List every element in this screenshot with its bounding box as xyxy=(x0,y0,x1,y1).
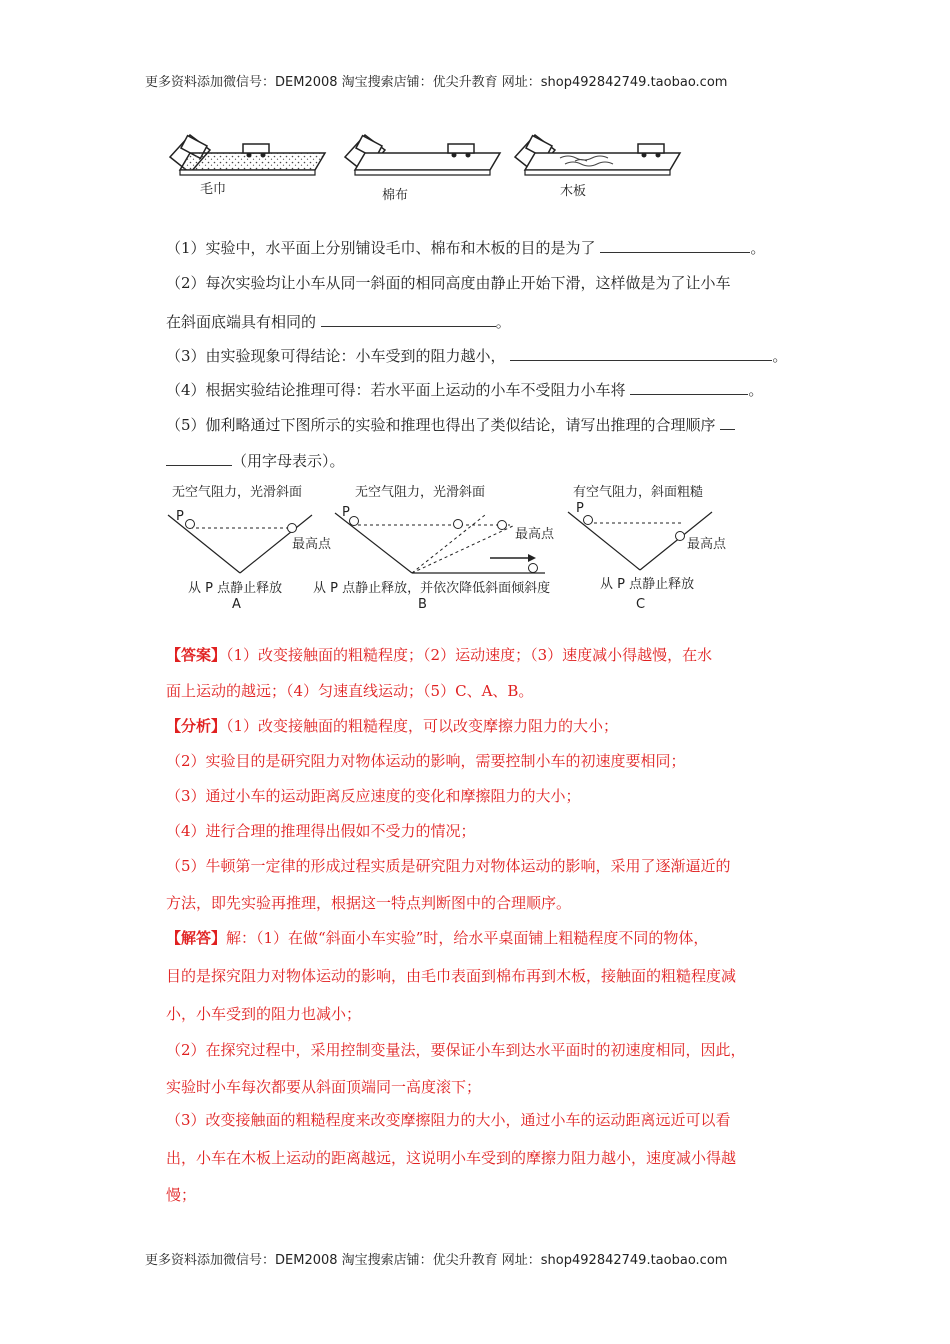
solution-line-8: 慢； xyxy=(166,1186,197,1204)
diagram-a-title: 无空气阻力，光滑斜面 xyxy=(172,485,303,500)
setup-wood xyxy=(515,135,680,175)
question-3: （3）由实验现象可得结论：小车受到的阻力越小， 。 xyxy=(166,347,788,365)
solution-line-4: （2）在探究过程中，采用控制变量法，要保证小车到达水平面时的初速度相同，因此， xyxy=(166,1041,746,1059)
question-1: （1）实验中，水平面上分别铺设毛巾、棉布和木板的目的是为了 。 xyxy=(166,239,766,257)
answer-blank-4 xyxy=(630,380,748,395)
diagram-a-letter: A xyxy=(232,597,241,612)
answer-line-2: 面上运动的越远；（4）匀速直线运动；（5）C、A、B。 xyxy=(166,682,534,700)
diagram-a-caption: 从 P 点静止释放 xyxy=(188,581,283,596)
diagram-c xyxy=(568,484,727,612)
analysis-line-4: （4）进行合理的推理得出假如不受力的情况； xyxy=(166,822,476,840)
diagram-b-p: P xyxy=(342,505,350,520)
diagram-c-caption: 从 P 点静止释放 xyxy=(600,577,695,592)
page-header: 更多资料添加微信号：DEM2008 淘宝搜索店铺：优尖升教育 网址：shop492842749.taobao.com xyxy=(145,75,728,90)
experiment-figure-surfaces xyxy=(165,125,690,205)
question-2-line-1: （2）每次实验均让小车从同一斜面的相同高度由静止开始下滑，这样做是为了让小车 xyxy=(166,274,731,292)
question-5-line-2: （用字母表示）。 xyxy=(166,451,816,471)
diagram-c-p: P xyxy=(576,501,584,516)
solution-line-7: 出，小车在木板上运动的距离越远，这说明小车受到的摩擦力阻力越小，速度减小得越 xyxy=(166,1149,737,1167)
solution-line-1: 【解答】解：（1）在做“斜面小车实验”时，给水平桌面铺上粗糙程度不同的物体， xyxy=(166,929,709,947)
answer-blank-3 xyxy=(510,346,772,361)
answer-blank-1 xyxy=(600,238,750,253)
answer-line-1: 【答案】（1）改变接触面的粗糙程度；（2）运动速度；（3）速度减小得越慢，在水 xyxy=(166,646,713,664)
answer-tag: 【答案】 xyxy=(166,646,227,664)
analysis-line-1: 【分析】（1）改变接触面的粗糙程度，可以改变摩擦力阻力的大小； xyxy=(166,717,619,735)
answer-blank-5a xyxy=(720,415,735,430)
diagram-b xyxy=(313,484,555,612)
diagram-b-title: 无空气阻力，光滑斜面 xyxy=(355,485,486,500)
setup-towel xyxy=(170,135,325,175)
analysis-line-3: （3）通过小车的运动距离反应速度的变化和摩擦阻力的大小； xyxy=(166,787,581,805)
analysis-line-6: 方法，即先实验再推理，根据这一特点判断图中的合理顺序。 xyxy=(166,894,572,912)
setup-cotton xyxy=(345,135,500,175)
analysis-tag: 【分析】 xyxy=(166,717,227,735)
diagram-b-highest: 最高点 xyxy=(515,527,555,542)
analysis-line-5: （5）牛顿第一定律的形成过程实质是研究阻力对物体运动的影响，采用了逐渐逼近的 xyxy=(166,857,731,875)
solution-line-2: 目的是探究阻力对物体运动的影响，由毛巾表面到棉布再到木板，接触面的粗糙程度减 xyxy=(166,967,737,985)
solution-line-5: 实验时小车每次都要从斜面顶端同一高度滚下； xyxy=(166,1078,482,1096)
question-4: （4）根据实验结论推理可得：若水平面上运动的小车不受阻力小车将 。 xyxy=(166,381,764,399)
diagram-c-letter: C xyxy=(636,597,646,612)
label-wood: 木板 xyxy=(560,184,587,199)
galileo-figure xyxy=(160,480,727,615)
solution-line-3: 小，小车受到的阻力也减小； xyxy=(166,1005,362,1023)
answer-blank-2 xyxy=(321,312,496,327)
diagram-a-p: P xyxy=(176,509,184,524)
diagram-b-letter: B xyxy=(418,597,427,612)
question-5-line-1: （5）伽利略通过下图所示的实验和推理也得出了类似结论，请写出推理的合理顺序 xyxy=(166,415,816,435)
question-2-line-2: 在斜面底端具有相同的 。 xyxy=(166,313,511,331)
label-towel: 毛巾 xyxy=(200,182,227,197)
analysis-line-2: （2）实验目的是研究阻力对物体运动的影响，需要控制小车的初速度要相同； xyxy=(166,752,686,770)
page-footer: 更多资料添加微信号：DEM2008 淘宝搜索店铺：优尖升教育 网址：shop492842749.taobao.com xyxy=(145,1253,728,1268)
solution-tag: 【解答】 xyxy=(166,929,227,947)
diagram-a xyxy=(168,484,332,612)
diagram-c-highest: 最高点 xyxy=(687,537,727,552)
answer-blank-5b xyxy=(166,451,232,466)
diagram-c-title: 有空气阻力，斜面粗糙 xyxy=(573,485,704,500)
diagram-b-caption: 从 P 点静止释放，并依次降低斜面倾斜度 xyxy=(313,581,551,596)
solution-line-6: （3）改变接触面的粗糙程度来改变摩擦阻力的大小，通过小车的运动距离远近可以看 xyxy=(166,1111,731,1129)
label-cotton: 棉布 xyxy=(382,188,409,203)
diagram-a-highest: 最高点 xyxy=(292,537,332,552)
